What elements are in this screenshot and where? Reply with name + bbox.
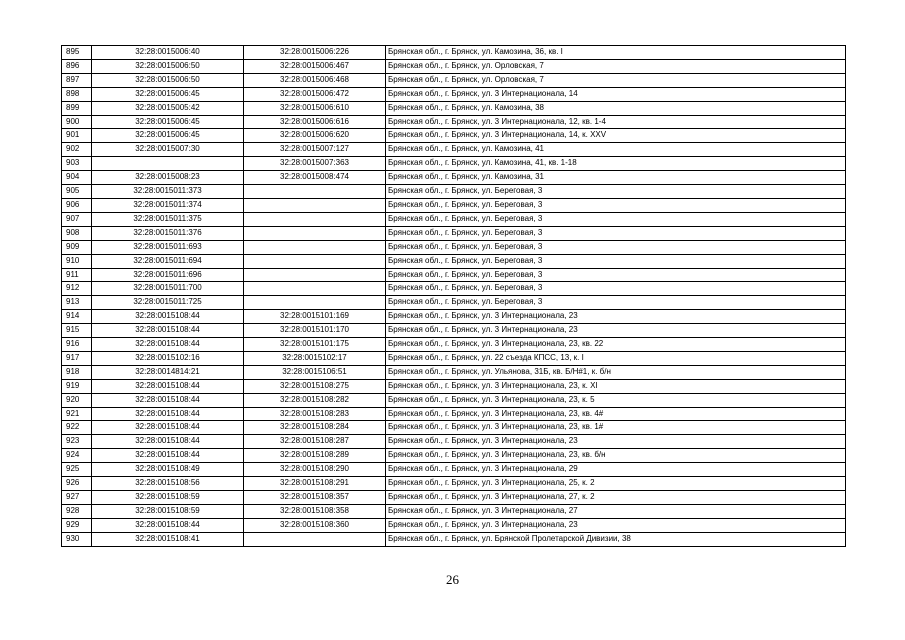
building-cadastral-cell bbox=[244, 240, 386, 254]
table-row bbox=[62, 491, 846, 505]
land-plot-cadastral-cell: 32:28:0015108:44 bbox=[92, 393, 244, 407]
address-cell: Брянская обл., г. Брянск, ул. Береговая, 3 bbox=[386, 296, 846, 310]
row-number-cell: 925 bbox=[62, 463, 92, 477]
land-plot-cadastral-cell: 32:28:0015108:44 bbox=[92, 449, 244, 463]
address-cell: Брянская обл., г. Брянск, ул. Ульянова, 31Б, кв. Б/Н#1, к. б/н bbox=[386, 365, 846, 379]
land-plot-cadastral-cell: 32:28:0015108:49 bbox=[92, 463, 244, 477]
address-cell: Брянская обл., г. Брянск, ул. Орловская, 7 bbox=[386, 59, 846, 73]
address-cell: Брянская обл., г. Брянск, ул. 3 Интернационала, 25, к. 2 bbox=[386, 477, 846, 491]
row-number-cell: 921 bbox=[62, 407, 92, 421]
row-number-cell: 909 bbox=[62, 240, 92, 254]
building-cadastral-cell bbox=[244, 532, 386, 546]
table-body bbox=[62, 46, 846, 547]
row-number-cell: 924 bbox=[62, 449, 92, 463]
land-plot-cadastral-cell: 32:28:0015011:375 bbox=[92, 212, 244, 226]
table-row bbox=[62, 46, 846, 60]
land-plot-cadastral-cell: 32:28:0015108:44 bbox=[92, 407, 244, 421]
address-cell: Брянская обл., г. Брянск, ул. Камозина, 41 bbox=[386, 143, 846, 157]
land-plot-cadastral-cell: 32:28:0015108:56 bbox=[92, 477, 244, 491]
land-plot-cadastral-cell: 32:28:0015006:45 bbox=[92, 87, 244, 101]
row-number-cell: 926 bbox=[62, 477, 92, 491]
land-plot-cadastral-cell: 32:28:0015011:376 bbox=[92, 226, 244, 240]
land-plot-cadastral-cell: 32:28:0015108:59 bbox=[92, 491, 244, 505]
table-row bbox=[62, 338, 846, 352]
land-plot-cadastral-cell: 32:28:0015011:696 bbox=[92, 268, 244, 282]
row-number-cell: 918 bbox=[62, 365, 92, 379]
table-row bbox=[62, 101, 846, 115]
row-number-cell: 927 bbox=[62, 491, 92, 505]
building-cadastral-cell: 32:28:0015108:360 bbox=[244, 518, 386, 532]
land-plot-cadastral-cell: 32:28:0015108:44 bbox=[92, 310, 244, 324]
address-cell: Брянская обл., г. Брянск, ул. 22 съезда КПСС, 13, к. I bbox=[386, 351, 846, 365]
row-number-cell: 898 bbox=[62, 87, 92, 101]
table-row bbox=[62, 157, 846, 171]
table-row bbox=[62, 351, 846, 365]
row-number-cell: 900 bbox=[62, 115, 92, 129]
row-number-cell: 928 bbox=[62, 504, 92, 518]
row-number-cell: 920 bbox=[62, 393, 92, 407]
building-cadastral-cell: 32:28:0015101:175 bbox=[244, 338, 386, 352]
land-plot-cadastral-cell: 32:28:0015011:725 bbox=[92, 296, 244, 310]
building-cadastral-cell: 32:28:0015101:169 bbox=[244, 310, 386, 324]
row-number-cell: 896 bbox=[62, 59, 92, 73]
building-cadastral-cell: 32:28:0015102:17 bbox=[244, 351, 386, 365]
table-row bbox=[62, 365, 846, 379]
table-row bbox=[62, 504, 846, 518]
land-plot-cadastral-cell: 32:28:0014814:21 bbox=[92, 365, 244, 379]
building-cadastral-cell: 32:28:0015108:291 bbox=[244, 477, 386, 491]
building-cadastral-cell bbox=[244, 254, 386, 268]
building-cadastral-cell: 32:28:0015108:287 bbox=[244, 435, 386, 449]
land-plot-cadastral-cell: 32:28:0015108:44 bbox=[92, 421, 244, 435]
table-row bbox=[62, 87, 846, 101]
row-number-cell: 913 bbox=[62, 296, 92, 310]
address-cell: Брянская обл., г. Брянск, ул. 3 Интернационала, 23, кв. 22 bbox=[386, 338, 846, 352]
table-row bbox=[62, 379, 846, 393]
building-cadastral-cell bbox=[244, 282, 386, 296]
building-cadastral-cell bbox=[244, 226, 386, 240]
address-cell: Брянская обл., г. Брянск, ул. Береговая, 3 bbox=[386, 254, 846, 268]
address-cell: Брянская обл., г. Брянск, ул. Береговая, 3 bbox=[386, 240, 846, 254]
table-row bbox=[62, 171, 846, 185]
row-number-cell: 911 bbox=[62, 268, 92, 282]
address-cell: Брянская обл., г. Брянск, ул. Камозина, 41, кв. 1-18 bbox=[386, 157, 846, 171]
building-cadastral-cell: 32:28:0015108:289 bbox=[244, 449, 386, 463]
building-cadastral-cell: 32:28:0015006:467 bbox=[244, 59, 386, 73]
building-cadastral-cell bbox=[244, 268, 386, 282]
row-number-cell: 914 bbox=[62, 310, 92, 324]
table-row bbox=[62, 185, 846, 199]
address-cell: Брянская обл., г. Брянск, ул. 3 Интернационала, 23, к. XI bbox=[386, 379, 846, 393]
row-number-cell: 912 bbox=[62, 282, 92, 296]
land-plot-cadastral-cell: 32:28:0015011:374 bbox=[92, 198, 244, 212]
land-plot-cadastral-cell: 32:28:0015108:41 bbox=[92, 532, 244, 546]
address-cell: Брянская обл., г. Брянск, ул. Береговая, 3 bbox=[386, 185, 846, 199]
page-number: 26 bbox=[446, 572, 459, 587]
address-cell: Брянская обл., г. Брянск, ул. 3 Интернационала, 23 bbox=[386, 324, 846, 338]
land-plot-cadastral-cell: 32:28:0015007:30 bbox=[92, 143, 244, 157]
table-row bbox=[62, 198, 846, 212]
land-plot-cadastral-cell: 32:28:0015011:693 bbox=[92, 240, 244, 254]
row-number-cell: 917 bbox=[62, 351, 92, 365]
land-plot-cadastral-cell: 32:28:0015011:373 bbox=[92, 185, 244, 199]
building-cadastral-cell: 32:28:0015006:620 bbox=[244, 129, 386, 143]
address-cell: Брянская обл., г. Брянск, ул. Береговая, 3 bbox=[386, 198, 846, 212]
building-cadastral-cell: 32:28:0015108:290 bbox=[244, 463, 386, 477]
row-number-cell: 922 bbox=[62, 421, 92, 435]
address-cell: Брянская обл., г. Брянск, ул. 3 Интернационала, 27, к. 2 bbox=[386, 491, 846, 505]
address-cell: Брянская обл., г. Брянск, ул. 3 Интернационала, 23 bbox=[386, 518, 846, 532]
row-number-cell: 916 bbox=[62, 338, 92, 352]
land-plot-cadastral-cell: 32:28:0015108:59 bbox=[92, 504, 244, 518]
building-cadastral-cell: 32:28:0015006:610 bbox=[244, 101, 386, 115]
building-cadastral-cell: 32:28:0015101:170 bbox=[244, 324, 386, 338]
land-plot-cadastral-cell: 32:28:0015011:694 bbox=[92, 254, 244, 268]
building-cadastral-cell: 32:28:0015108:284 bbox=[244, 421, 386, 435]
building-cadastral-cell: 32:28:0015108:358 bbox=[244, 504, 386, 518]
land-plot-cadastral-cell: 32:28:0015011:700 bbox=[92, 282, 244, 296]
table-row bbox=[62, 129, 846, 143]
table-row bbox=[62, 143, 846, 157]
row-number-cell: 904 bbox=[62, 171, 92, 185]
row-number-cell: 929 bbox=[62, 518, 92, 532]
address-cell: Брянская обл., г. Брянск, ул. 3 Интернационала, 23, кв. б/н bbox=[386, 449, 846, 463]
row-number-cell: 923 bbox=[62, 435, 92, 449]
row-number-cell: 907 bbox=[62, 212, 92, 226]
table-row bbox=[62, 226, 846, 240]
building-cadastral-cell: 32:28:0015007:363 bbox=[244, 157, 386, 171]
table-row bbox=[62, 435, 846, 449]
table-row bbox=[62, 421, 846, 435]
building-cadastral-cell: 32:28:0015006:616 bbox=[244, 115, 386, 129]
address-cell: Брянская обл., г. Брянск, ул. Береговая, 3 bbox=[386, 268, 846, 282]
address-cell: Брянская обл., г. Брянск, ул. Камозина, 36, кв. I bbox=[386, 46, 846, 60]
table-row bbox=[62, 240, 846, 254]
table-row bbox=[62, 310, 846, 324]
table-row bbox=[62, 393, 846, 407]
address-cell: Брянская обл., г. Брянск, ул. 3 Интернационала, 14 bbox=[386, 87, 846, 101]
table-row bbox=[62, 324, 846, 338]
land-plot-cadastral-cell: 32:28:0015006:45 bbox=[92, 129, 244, 143]
land-plot-cadastral-cell: 32:28:0015108:44 bbox=[92, 338, 244, 352]
row-number-cell: 915 bbox=[62, 324, 92, 338]
address-cell: Брянская обл., г. Брянск, ул. 3 Интернационала, 23, кв. 1# bbox=[386, 421, 846, 435]
address-cell: Брянская обл., г. Брянск, ул. Береговая, 3 bbox=[386, 212, 846, 226]
table-row bbox=[62, 296, 846, 310]
address-cell: Брянская обл., г. Брянск, ул. Камозина, 38 bbox=[386, 101, 846, 115]
row-number-cell: 901 bbox=[62, 129, 92, 143]
building-cadastral-cell: 32:28:0015008:474 bbox=[244, 171, 386, 185]
land-plot-cadastral-cell: 32:28:0015006:40 bbox=[92, 46, 244, 60]
address-cell: Брянская обл., г. Брянск, ул. 3 Интернационала, 29 bbox=[386, 463, 846, 477]
building-cadastral-cell: 32:28:0015106:51 bbox=[244, 365, 386, 379]
land-plot-cadastral-cell: 32:28:0015006:45 bbox=[92, 115, 244, 129]
row-number-cell: 905 bbox=[62, 185, 92, 199]
address-cell: Брянская обл., г. Брянск, ул. 3 Интернационала, 23 bbox=[386, 435, 846, 449]
building-cadastral-cell: 32:28:0015007:127 bbox=[244, 143, 386, 157]
building-cadastral-cell bbox=[244, 185, 386, 199]
row-number-cell: 908 bbox=[62, 226, 92, 240]
building-cadastral-cell: 32:28:0015006:468 bbox=[244, 73, 386, 87]
building-cadastral-cell: 32:28:0015108:357 bbox=[244, 491, 386, 505]
building-cadastral-cell bbox=[244, 212, 386, 226]
address-cell: Брянская обл., г. Брянск, ул. Брянской Пролетарской Дивизии, 38 bbox=[386, 532, 846, 546]
table-row bbox=[62, 282, 846, 296]
table-row bbox=[62, 532, 846, 546]
land-plot-cadastral-cell: 32:28:0015008:23 bbox=[92, 171, 244, 185]
table-row bbox=[62, 254, 846, 268]
table-row bbox=[62, 407, 846, 421]
land-plot-cadastral-cell: 32:28:0015102:16 bbox=[92, 351, 244, 365]
row-number-cell: 910 bbox=[62, 254, 92, 268]
table-row bbox=[62, 59, 846, 73]
building-cadastral-cell: 32:28:0015108:283 bbox=[244, 407, 386, 421]
land-plot-cadastral-cell bbox=[92, 157, 244, 171]
address-cell: Брянская обл., г. Брянск, ул. 3 Интернационала, 12, кв. 1-4 bbox=[386, 115, 846, 129]
row-number-cell: 897 bbox=[62, 73, 92, 87]
land-plot-cadastral-cell: 32:28:0015108:44 bbox=[92, 518, 244, 532]
address-cell: Брянская обл., г. Брянск, ул. 3 Интернационала, 23 bbox=[386, 310, 846, 324]
table-row bbox=[62, 477, 846, 491]
land-plot-cadastral-cell: 32:28:0015108:44 bbox=[92, 435, 244, 449]
table-row bbox=[62, 518, 846, 532]
cadastral-table bbox=[61, 45, 846, 547]
table-row bbox=[62, 449, 846, 463]
address-cell: Брянская обл., г. Брянск, ул. Орловская, 7 bbox=[386, 73, 846, 87]
row-number-cell: 899 bbox=[62, 101, 92, 115]
row-number-cell: 895 bbox=[62, 46, 92, 60]
address-cell: Брянская обл., г. Брянск, ул. 3 Интернационала, 27 bbox=[386, 504, 846, 518]
row-number-cell: 930 bbox=[62, 532, 92, 546]
address-cell: Брянская обл., г. Брянск, ул. Камозина, 31 bbox=[386, 171, 846, 185]
building-cadastral-cell: 32:28:0015108:282 bbox=[244, 393, 386, 407]
address-cell: Брянская обл., г. Брянск, ул. 3 Интернационала, 23, к. 5 bbox=[386, 393, 846, 407]
building-cadastral-cell bbox=[244, 198, 386, 212]
row-number-cell: 919 bbox=[62, 379, 92, 393]
building-cadastral-cell bbox=[244, 296, 386, 310]
building-cadastral-cell: 32:28:0015006:472 bbox=[244, 87, 386, 101]
building-cadastral-cell: 32:28:0015108:275 bbox=[244, 379, 386, 393]
row-number-cell: 903 bbox=[62, 157, 92, 171]
land-plot-cadastral-cell: 32:28:0015108:44 bbox=[92, 379, 244, 393]
land-plot-cadastral-cell: 32:28:0015005:42 bbox=[92, 101, 244, 115]
land-plot-cadastral-cell: 32:28:0015108:44 bbox=[92, 324, 244, 338]
table-row bbox=[62, 463, 846, 477]
address-cell: Брянская обл., г. Брянск, ул. Береговая, 3 bbox=[386, 282, 846, 296]
table-row bbox=[62, 115, 846, 129]
land-plot-cadastral-cell: 32:28:0015006:50 bbox=[92, 73, 244, 87]
address-cell: Брянская обл., г. Брянск, ул. Береговая, 3 bbox=[386, 226, 846, 240]
address-cell: Брянская обл., г. Брянск, ул. 3 Интернационала, 23, кв. 4# bbox=[386, 407, 846, 421]
address-cell: Брянская обл., г. Брянск, ул. 3 Интернационала, 14, к. XXV bbox=[386, 129, 846, 143]
row-number-cell: 902 bbox=[62, 143, 92, 157]
table-row bbox=[62, 212, 846, 226]
table-row bbox=[62, 73, 846, 87]
building-cadastral-cell: 32:28:0015006:226 bbox=[244, 46, 386, 60]
land-plot-cadastral-cell: 32:28:0015006:50 bbox=[92, 59, 244, 73]
table-row bbox=[62, 268, 846, 282]
row-number-cell: 906 bbox=[62, 198, 92, 212]
